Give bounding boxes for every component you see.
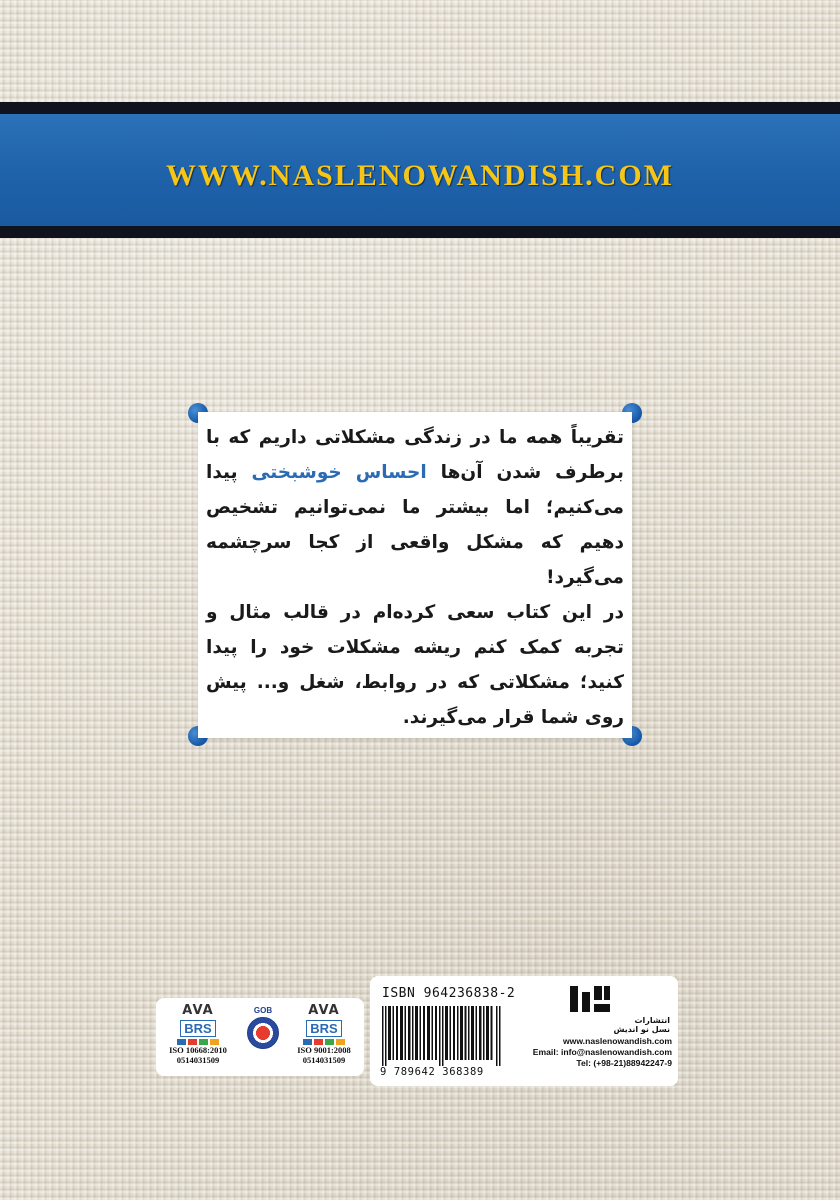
highlight-happiness: احساس خوشبختی xyxy=(251,462,427,483)
iso-standard: ISO 10668:2010 xyxy=(169,1045,227,1055)
publisher-name xyxy=(510,1016,670,1034)
brs-certificate-right xyxy=(290,1004,358,1070)
ava-logo: AVA xyxy=(182,1003,214,1018)
paragraph-1-line-3: بیشتر ما نمی‌توانیم تشخیص دهیم که مشکل واقعی xyxy=(206,497,624,553)
paragraph-1-line-2-before: شدن آن‌ها xyxy=(426,462,542,483)
paragraph-2-line-1: در این کتاب سعی کرده‌ام در قالب مثال و تجربه xyxy=(206,602,624,658)
isbn-number: ISBN 964236838-2 xyxy=(382,986,516,1001)
website-banner xyxy=(0,102,840,238)
paragraph-2-line-3: مشکلاتی که در روابط، شغل و... پیش روی شما قرار xyxy=(206,672,624,728)
paragraph-1 xyxy=(206,420,624,595)
gob-certificate xyxy=(242,1006,284,1066)
brs-logo: BRS xyxy=(180,1020,215,1037)
certificate-code: 0514031509 xyxy=(302,1055,346,1065)
publisher-name-line-1: انتشارات xyxy=(634,1016,670,1025)
publisher-website[interactable]: www.naslenowandish.com xyxy=(562,1036,672,1046)
brs-certificate-left xyxy=(164,1004,232,1070)
gob-label: GOB xyxy=(253,1006,273,1015)
paragraph-1-line-2-after: پیدا می‌کنیم؛ اما xyxy=(206,462,624,518)
website-url[interactable]: WWW.NASLENOWANDISH.COM xyxy=(166,159,674,192)
publisher-contact xyxy=(510,1036,672,1069)
brs-logo: BRS xyxy=(306,1020,341,1037)
description-card xyxy=(198,412,632,738)
publisher-name-line-2: نسل نو اندیش xyxy=(613,1025,670,1034)
publisher-logo-icon xyxy=(566,982,614,1016)
publisher-email[interactable]: Email: info@naslenowandish.com xyxy=(532,1047,672,1057)
paragraph-2-line-2: کمک کنم ریشه مشکلات خود را پیدا کنید؛ xyxy=(206,637,624,693)
publisher-phone: Tel: (+98-21)88942247-9 xyxy=(576,1058,672,1068)
paragraph-1-line-1: تقریباً همه ما در زندگی مشکلاتی داریم که با برطرف xyxy=(206,427,624,483)
ava-logo: AVA xyxy=(308,1003,340,1018)
paragraph-2 xyxy=(206,595,624,735)
isbn-publisher-box xyxy=(370,976,678,1086)
certification-logos xyxy=(156,998,364,1076)
certificate-code: 0514031509 xyxy=(176,1055,220,1065)
description-text xyxy=(206,420,624,735)
barcode-digits: 9 789642 368389 xyxy=(380,1066,484,1078)
website-banner-band xyxy=(0,114,840,226)
gob-seal-icon xyxy=(247,1017,279,1049)
paragraph-1-line-4: از کجا سرچشمه می‌گیرد! xyxy=(206,532,624,588)
paragraph-2-line-4: می‌گیرند. xyxy=(402,707,488,728)
iso-standard: ISO 9001:2008 xyxy=(297,1045,351,1055)
barcode-icon xyxy=(382,1006,502,1066)
